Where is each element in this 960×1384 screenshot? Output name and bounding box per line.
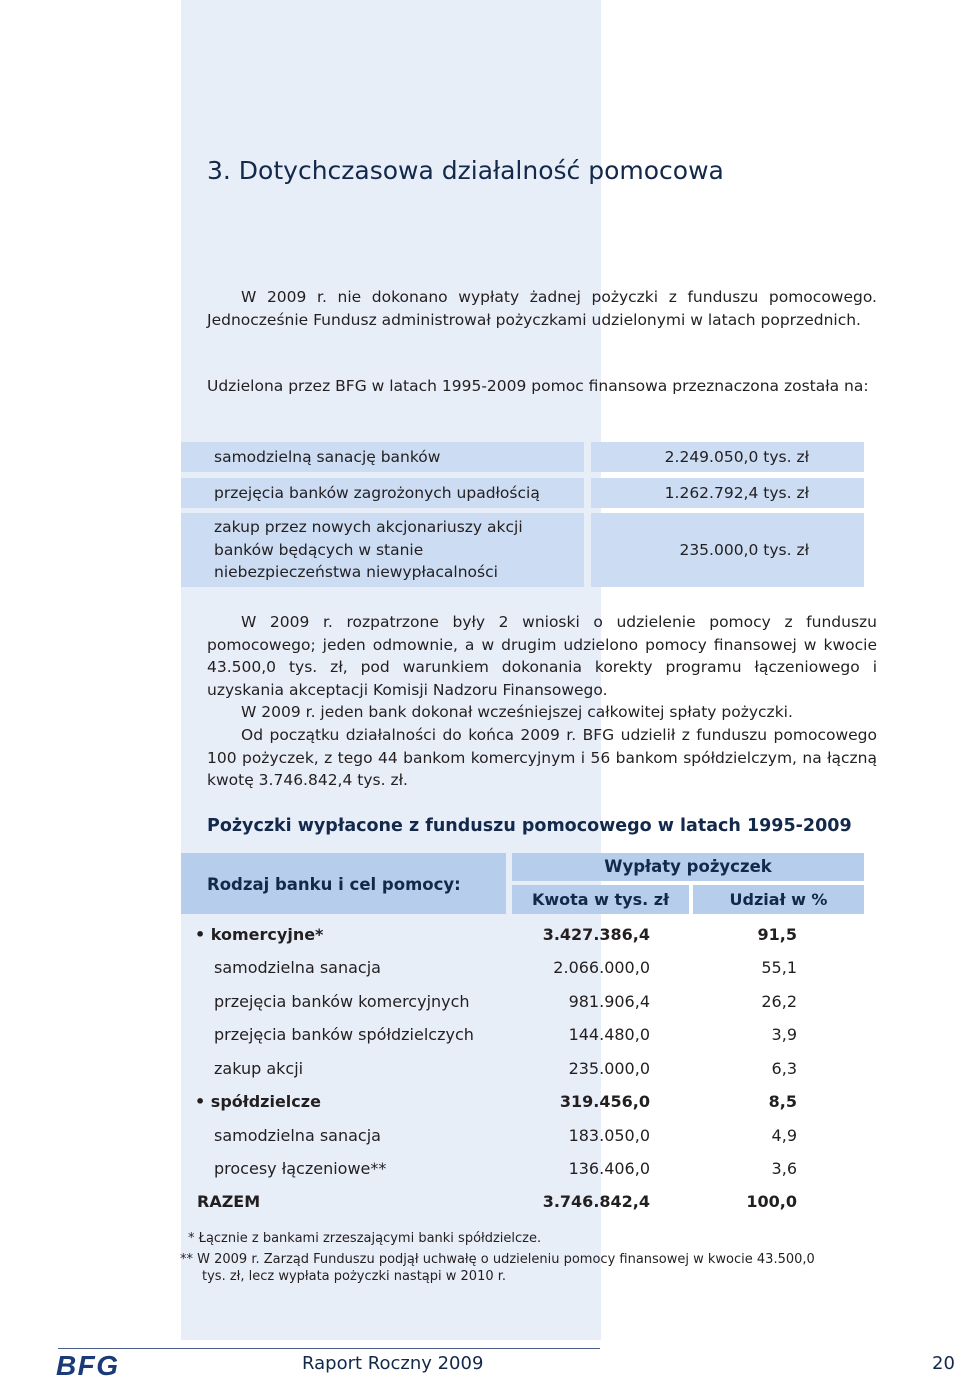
table-row-total xyxy=(181,1185,864,1218)
row-label: RAZEM xyxy=(197,1192,261,1211)
summary-value-1: 2.249.050,0 tys. zł xyxy=(591,442,864,472)
footer-rule xyxy=(58,1348,600,1349)
row-amount: 136.406,0 xyxy=(568,1159,650,1178)
row-amount: 235.000,0 xyxy=(568,1059,650,1078)
summary-value-2: 1.262.792,4 tys. zł xyxy=(591,478,864,508)
row-share: 26,2 xyxy=(761,992,797,1011)
row-share: 100,0 xyxy=(746,1192,797,1211)
row-label: • komercyjne* xyxy=(195,925,324,944)
row-label: • spółdzielcze xyxy=(195,1092,321,1111)
row-share: 6,3 xyxy=(771,1059,797,1078)
body-paragraph-2: W 2009 r. jeden bank dokonał wcześniejszej całkowitej spłaty pożyczki. xyxy=(241,703,793,721)
row-label: przejęcia banków komercyjnych xyxy=(214,992,470,1011)
footnote-1: * Łącznie z bankami zrzeszającymi banki spółdzielcze. xyxy=(188,1231,542,1246)
table-header-type: Rodzaj banku i cel pomocy: xyxy=(181,853,506,914)
summary-value-3: 235.000,0 tys. zł xyxy=(591,513,864,587)
table-row xyxy=(181,985,864,1018)
row-share: 3,6 xyxy=(771,1159,797,1178)
summary-label-2: przejęcia banków zagrożonych upadłością xyxy=(181,478,584,508)
section-title: 3. Dotychczasowa działalność pomocowa xyxy=(207,156,724,185)
row-label: samodzielna sanacja xyxy=(214,1126,381,1145)
row-label: zakup akcji xyxy=(214,1059,304,1078)
row-amount: 3.427.386,4 xyxy=(542,925,650,944)
table-row xyxy=(181,1018,864,1051)
row-share: 4,9 xyxy=(771,1126,797,1145)
summary-label-1: samodzielną sanację banków xyxy=(181,442,584,472)
table-header-amount: Kwota w tys. zł xyxy=(512,885,689,914)
report-title: Raport Roczny 2009 xyxy=(302,1353,484,1374)
table-header-share: Udział w % xyxy=(693,885,864,914)
body-paragraph-3: Od początku działalności do końca 2009 r. BFG udzielił z funduszu pomocowego 100 pożyczek, z tego 44 bankom komercyjnym i 56 bankom spółdzielczym, na łączną kwotę 3.746.842,4 tys. zł. xyxy=(207,726,877,789)
row-amount: 2.066.000,0 xyxy=(553,958,650,977)
table-row xyxy=(181,918,864,951)
row-share: 91,5 xyxy=(757,925,797,944)
intro-paragraph-1: W 2009 r. nie dokonano wypłaty żadnej pożyczki z funduszu pomocowego. Jednocześnie Fundusz administrował pożyczkami udzielonymi w latach poprzednich. xyxy=(207,288,877,329)
bfg-logo xyxy=(56,1350,120,1380)
row-share: 3,9 xyxy=(771,1025,797,1044)
row-share: 55,1 xyxy=(761,958,797,977)
intro-paragraph-2: Udzielona przez BFG w latach 1995-2009 pomoc finansowa przeznaczona została na: xyxy=(207,377,869,395)
footnote-2: ** W 2009 r. Zarząd Funduszu podjął uchwałę o udzieleniu pomocy finansowej w kwocie 43.500,0 tys. zł, lecz wypłata pożyczki nastąpi w 2010 r. xyxy=(180,1252,815,1284)
body-paragraph-1: W 2009 r. rozpatrzone były 2 wnioski o udzielenie pomocy z funduszu pomocowego; jeden odmownie, a w drugim udzielono pomocy finansowej w kwocie 43.500,0 tys. zł, pod warunkiem dokonania korekty programu łączeniowego i uzyskania akceptacji Komisji Nadzoru Finansowego. xyxy=(207,613,877,699)
table-title: Pożyczki wypłacone z funduszu pomocowego w latach 1995-2009 xyxy=(207,816,852,836)
row-label: przejęcia banków spółdzielczych xyxy=(214,1025,474,1044)
row-amount: 319.456,0 xyxy=(559,1092,650,1111)
page-number: 20 xyxy=(932,1353,955,1374)
bfg-logo-text: BFG xyxy=(56,1350,118,1380)
table-row xyxy=(181,1052,864,1085)
row-share: 8,5 xyxy=(768,1092,797,1111)
row-label: samodzielna sanacja xyxy=(214,958,381,977)
summary-label-3: zakup przez nowych akcjonariuszy akcji banków będących w stanie niebezpieczeństwa niewypłacalności xyxy=(181,513,584,587)
row-amount: 144.480,0 xyxy=(568,1025,650,1044)
row-amount: 183.050,0 xyxy=(568,1126,650,1145)
row-label: procesy łączeniowe** xyxy=(214,1159,387,1178)
table-row xyxy=(181,1085,864,1118)
row-amount: 981.906,4 xyxy=(568,992,650,1011)
table-header-group: Wypłaty pożyczek xyxy=(512,853,864,881)
table-row xyxy=(181,1119,864,1152)
table-row xyxy=(181,951,864,984)
row-amount: 3.746.842,4 xyxy=(542,1192,650,1211)
table-row xyxy=(181,1152,864,1185)
